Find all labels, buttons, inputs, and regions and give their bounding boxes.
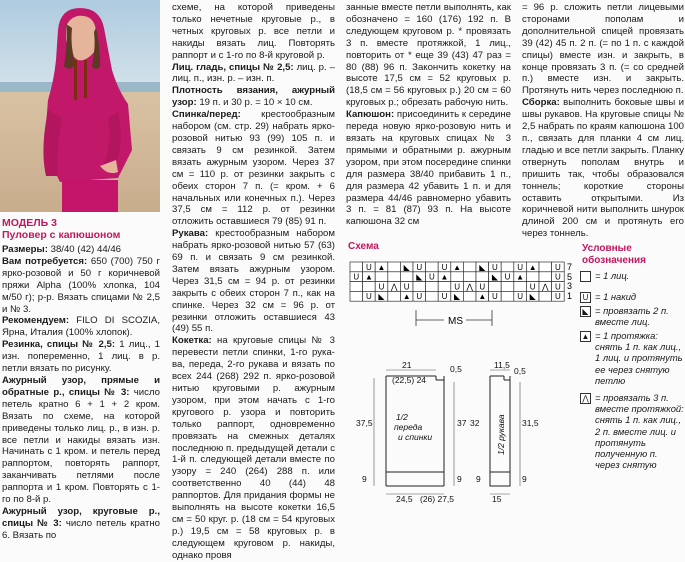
width-label: (22,5) 24 — [392, 375, 427, 385]
instruction-heading: Рекомендуем: — [2, 315, 70, 327]
chart-symbol: U — [353, 272, 360, 282]
legend-text: = провязать 2 п. вместе лиц. — [595, 305, 669, 328]
chart-symbol: U — [492, 292, 498, 302]
rib-label: 9 — [362, 474, 367, 484]
instruction-paragraph — [2, 315, 160, 339]
neck-label: 0,5 — [450, 364, 462, 374]
schema-title: Схема — [348, 241, 379, 252]
chart-symbol: ◣ — [378, 292, 385, 302]
chart-cell — [388, 262, 401, 272]
chart-symbol: ▲ — [516, 272, 525, 282]
chart-cell — [463, 262, 476, 272]
width-label: (26) 27,5 — [420, 494, 455, 504]
height-label: 37 — [457, 418, 467, 428]
chart-symbol: U — [517, 262, 523, 272]
chart-symbol: U — [378, 282, 385, 292]
chart-symbol: U — [555, 272, 561, 282]
instruction-heading: Размеры: — [2, 244, 48, 255]
legend-text: = 1 накид — [595, 291, 637, 302]
rib-label: 9 — [476, 474, 481, 484]
instruction-heading: Кокетка: — [172, 335, 212, 347]
chart-cell — [501, 262, 514, 272]
chart-symbol: ▲ — [377, 262, 386, 272]
legend-text: = 1 лиц. — [595, 270, 630, 281]
piece-label: переда — [394, 422, 423, 432]
instruction-text: 19 п. и 30 р. = 10 × 10 см. — [196, 97, 313, 109]
instruction-paragraph — [2, 244, 160, 256]
instruction-paragraph — [2, 375, 160, 506]
chart-symbol: U — [555, 282, 561, 292]
chart-symbol: U — [429, 272, 435, 282]
instructions-column-2 — [172, 2, 335, 561]
chart-symbol: U — [403, 282, 410, 292]
instruction-text: занные вместе петли выполнять, как обозначено = 160 (176) 192 п. В следующем круговом р. * провязать 3 п. вместе протяжкой, 1 лиц., повторить от * еще 39 (43) 47 раз = 80 (88) 96 п. Закончить кокетку на высоте 17,5 см = 52 круговых р. (18,5 см = 56 круговых р.) 20 см = 60 круговых р.; обрезать рабочую нить. — [346, 2, 511, 109]
chart-symbol: ▲ — [453, 262, 462, 272]
instruction-paragraph — [172, 2, 335, 62]
width-label: 11,5 — [494, 360, 510, 370]
chart-symbol: U — [441, 262, 448, 272]
instruction-text: выполнить боковые швы и швы рукавов. На круговые спицы № 2,5 набрать по краям капюшона 100 п., связать для планки 4 см лиц. гладью и все петли закрыть. Планку отвернуть пополам внутрь и пришить так, чтобы образовался тоннель; короткие стороны оставить открытыми. Из коричневой нити выполнить шнурок длиной 200 см и протянуть его через тоннель. — [522, 97, 684, 240]
chart-symbol: ⋀ — [542, 282, 549, 292]
rib-label: 9 — [522, 474, 527, 484]
chart-symbol: ◣ — [454, 292, 461, 302]
instruction-text: число петель кратно 6 + 1 + 2 кром. Вязать по схеме, на которой приведены только лиц. р., в изн. р. все петли и накиды вязать изн. Начинать с 1 кром. и петель перед раппортом, повторять раппорт, заканчивать петлями после раппорта и 1 кром. Повторять с 1-го по 8-й р. — [2, 386, 160, 506]
instruction-text: схеме, на которой приведены только нечетные круговые р., в четных круговых р. все петли и накиды вязать лиц. Повторять раппорт и с 1-го по 8-й круговой р. — [172, 2, 335, 61]
stitch-chart-grid — [350, 262, 564, 301]
piece-label: и спинки — [398, 432, 433, 442]
instruction-text: на круговые спицы № 3 перевести петли спинки, 1-го рукава, переда, 2-го рукава и вязать по всех 244 (268) 292 п. ярко-розовой нитью круговыми р. ажурным узором, при этом начать с 1-го кругового р. узора и повторить только раппорт, одновременно провязать на смежных деталях последнюю п. предыдущей детали с 1-й п. следующей детали вместе по узору = 240 (264) 288 п. или соответственно 40 (44) 48 раппортов. Для придания формы не выполнять на высоте кокетки 16,5 см = 50 круг. р. (18 см = 54 круговых р.) 19,5 см = 58 круговых р. в следующем круговом р. накиды, однако провя — [172, 335, 335, 561]
chart-symbol: ◣ — [491, 272, 498, 282]
legend-title: Условные обозначения — [582, 243, 646, 266]
instruction-heading: Ажурный узор, прямые и обратные р., спицы № 3: — [2, 374, 160, 398]
chart-symbol: ▲ — [478, 292, 487, 302]
chart-cell — [400, 272, 413, 282]
chart-symbol: U — [517, 292, 523, 302]
width-label: 21 — [402, 360, 412, 370]
instruction-text: 650 (700) 750 г ярко-розовой и 50 г коричневой пряжи Alpha (100% хлопка, 104 м/50 г); р-р. Вязать спицами № 2,5 и № 3. — [2, 255, 160, 315]
legend-symbol: ⋀ — [580, 393, 591, 404]
chart-cell — [413, 282, 426, 292]
instructions-column-4 — [522, 2, 684, 240]
chart-row-label: 7 — [567, 262, 573, 272]
instruction-heading: Резинка, спицы № 2,5: — [2, 339, 116, 351]
chart-symbol: U — [366, 262, 372, 272]
chart-symbol: U — [555, 292, 561, 302]
pattern-front-back — [356, 360, 486, 506]
instruction-text: FILO DI SCOZIA, Ярна, Италия (100% хлопок). — [2, 315, 160, 339]
legend-text: = 1 протяжка: снять 1 п. как лиц., 1 лиц. и протянуть ее через снятую петлю — [595, 330, 683, 386]
chart-cell — [388, 272, 401, 282]
instruction-text: лиц. р. – лиц. п., изн. р. – изн. п. — [172, 61, 335, 85]
chart-cell — [539, 262, 552, 272]
model-title: Пуловер с капюшоном — [2, 229, 121, 241]
chart-symbol: U — [504, 272, 511, 282]
chart-symbol: U — [366, 292, 372, 302]
legend-symbol: ▲ — [581, 332, 590, 341]
instruction-heading: Вам потребуется: — [2, 255, 88, 267]
height-label: 32 — [470, 418, 480, 428]
instruction-text: крестообразным набором (см. стр. 29) набрать ярко-розовой нитью 93 (99) 105 п. и связать 9 см резинкой. Затем вязать ажурным узором. Через 37 см = 110 р. от резинки закрыть с обеих сторон 7 п. (= кром. + 6 начальных или конечных п.). Через 37,5 см = 112 р. от резинки отложить оставшиеся 79 (85) 91 п. — [172, 109, 335, 228]
chart-cell — [426, 282, 439, 292]
width-label: 24,5 — [396, 494, 413, 504]
chart-cell — [350, 291, 363, 301]
chart-cell — [476, 272, 489, 282]
chart-cell — [350, 282, 363, 292]
piece-label: 1/2 рукава — [496, 414, 506, 455]
chart-cell — [539, 291, 552, 301]
instruction-paragraph — [172, 335, 335, 561]
instruction-heading: Капюшон: — [346, 109, 395, 121]
legend-symbol — [580, 271, 591, 282]
chart-cell — [350, 262, 363, 272]
instruction-heading: Сборка: — [522, 97, 560, 109]
neck-label: 0,5 — [514, 366, 526, 376]
legend-symbol: U — [580, 292, 591, 303]
chart-symbol: U — [416, 292, 423, 302]
chart-cell — [426, 262, 439, 272]
chart-cell — [388, 291, 401, 301]
chart-cell — [451, 272, 464, 282]
chart-symbol: ◣ — [416, 272, 423, 282]
chart-cell — [375, 272, 388, 282]
piece-label: 1/2 — [396, 412, 408, 422]
chart-symbol: U — [555, 262, 561, 272]
rib-label: 9 — [457, 474, 462, 484]
legend-text: = провязать 3 п. вместе протяжкой: снять 1 п. как лиц., 2 п. вместе лиц. и протянуть полученную п. через снятую — [595, 392, 684, 471]
legend-item — [580, 392, 684, 470]
height-label: 37,5 — [356, 418, 373, 428]
model-number: МОДЕЛЬ 3 — [2, 217, 57, 229]
chart-row-label: 3 — [567, 281, 573, 291]
chart-cell — [539, 272, 552, 282]
chart-cell — [438, 282, 451, 292]
instruction-paragraph — [346, 109, 511, 228]
instructions-column-1 — [2, 244, 161, 541]
instruction-paragraph — [522, 97, 684, 240]
chart-cell — [526, 272, 539, 282]
chart-symbol: U — [454, 282, 460, 292]
rapport-label: MS — [448, 316, 463, 327]
chart-cell — [463, 291, 476, 301]
instruction-text: 1 лиц., 1 изн. попеременно, 1 лиц. в р. петли вязать по рисунку. — [2, 339, 161, 375]
instruction-paragraph — [522, 2, 684, 97]
instruction-text: = 96 р. сложить петли лицевыми сторонами пополам и дополнительной спицей провязать 39 (42) 45 п. 2 п. (= по 1 п. с каждой спицы) вместе изн. и закрыть, в конце провязать 3 п. (= со средней п.) вместе изн. и закрыть. Протянуть нить через последнюю п. — [522, 2, 684, 97]
chart-symbol: U — [529, 282, 536, 292]
legend-item — [580, 305, 684, 327]
instruction-paragraph — [172, 109, 335, 228]
instruction-paragraph — [172, 62, 335, 86]
chart-symbol: U — [492, 262, 498, 272]
chart-cell — [501, 291, 514, 301]
instruction-text: число петель кратно 6. Вязать по — [2, 517, 160, 541]
chart-symbol: ▲ — [364, 272, 373, 282]
chart-cell — [489, 282, 502, 292]
pattern-sleeve — [470, 360, 540, 506]
instruction-heading: Спинка/перед: — [172, 109, 241, 121]
model-photo — [0, 0, 160, 212]
chart-cell — [363, 282, 376, 292]
chart-symbol: ◣ — [479, 262, 486, 272]
chart-cell — [463, 272, 476, 282]
chart-symbol: ⋀ — [390, 282, 398, 292]
model-photo-drawing — [0, 0, 160, 212]
chart-symbol: ◣ — [403, 262, 410, 272]
instruction-heading: Плотность вязания, ажурный узор: — [172, 85, 335, 109]
legend-symbol: ◣ — [580, 306, 591, 317]
instruction-paragraph — [172, 85, 335, 109]
instruction-paragraph — [2, 506, 160, 542]
chart-symbol: ◣ — [529, 292, 536, 302]
instruction-paragraph — [2, 256, 160, 316]
instruction-heading: Лиц. гладь, спицы № 2,5: — [172, 61, 294, 73]
instruction-text: 38/40 (42) 44/46 — [47, 244, 122, 255]
stitch-chart — [346, 256, 578, 334]
height-label: 31,5 — [522, 418, 539, 428]
instruction-text: крестообразным набором набрать ярко-розовой нитью 57 (63) 69 п. и связать 9 см резинкой. Затем вязать ажурным узором. Через 31,5 см = 94 р. от резинки закрыть с обеих сторон 7 п., как на спинке. Через 32 см = 96 р. от резинки отложить оставшиеся 43 (49) 55 п. — [172, 228, 335, 335]
instruction-text: присоединить к середине переда новую ярко-розовую нить и вязать на круговых спицах № 3 прямыми и обратными р. ажурным узором, при этом посередине спинки для размера 38/40 прибавить 1 п., для размера 42 убавить 1 п. и для размера 44/46 равномерно убавить 3 п. = 81 (87) 93 п. На высоте капюшона 32 см — [346, 109, 511, 228]
chart-cell — [501, 282, 514, 292]
instruction-paragraph — [346, 2, 511, 109]
instruction-paragraph — [172, 228, 335, 335]
instruction-heading: Ажурный узор, круговые р., спицы № 3: — [2, 505, 160, 529]
legend-item — [580, 270, 684, 281]
chart-symbol: ▲ — [528, 262, 537, 272]
instruction-paragraph — [2, 339, 160, 375]
chart-symbol: U — [479, 282, 486, 292]
chart-symbol: ⋀ — [466, 282, 473, 292]
width-label: 15 — [492, 494, 502, 504]
chart-row-label: 1 — [567, 291, 573, 301]
legend-item — [580, 291, 684, 302]
instructions-column-3 — [346, 2, 511, 230]
chart-symbol: ▲ — [402, 292, 411, 302]
chart-row-label: 5 — [567, 272, 573, 282]
chart-symbol: ▲ — [440, 272, 449, 282]
chart-symbol: U — [441, 292, 448, 302]
chart-cell — [514, 282, 527, 292]
chart-symbol: U — [416, 262, 423, 272]
chart-cell — [426, 291, 439, 301]
legend-item — [580, 330, 684, 386]
instruction-heading: Рукава: — [172, 228, 209, 240]
